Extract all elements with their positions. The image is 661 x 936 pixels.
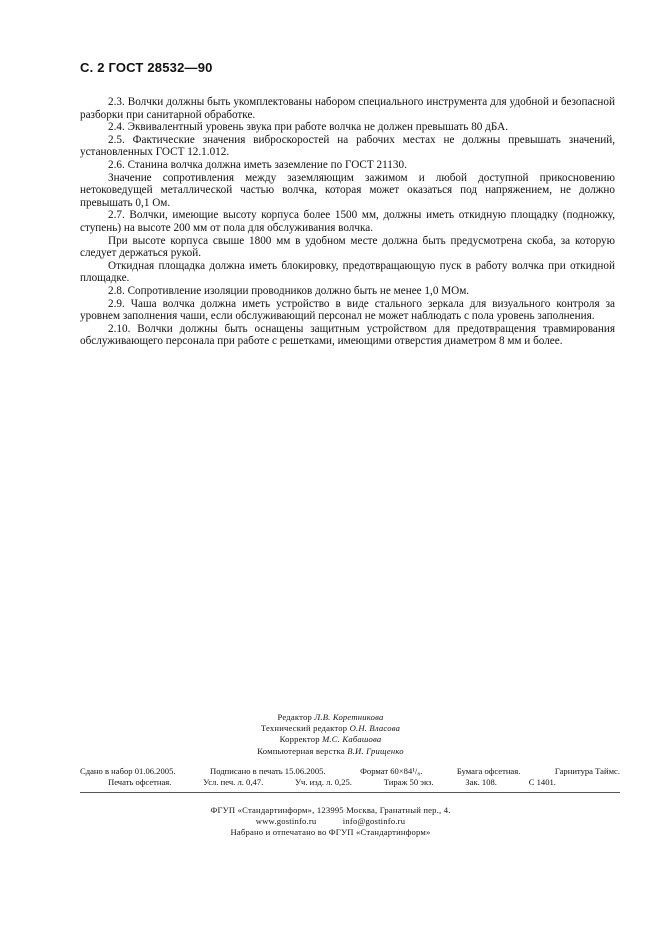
paragraph-2-4: 2.4. Эквивалентный уровень звука при работе волчка не должен превышать 80 дБА. bbox=[108, 121, 509, 134]
print-info-item: С 1401. bbox=[528, 777, 556, 787]
paragraph-2-9: 2.9. Чаша волчка должна иметь устройство в виде стального зеркала для визуального контроля за уровнем заполнения чаши, если обслуживающий персонал не может наблюдать с пола уровень заполнения. bbox=[80, 297, 615, 323]
credit-editor-label: Редактор bbox=[277, 712, 312, 722]
print-info-line-2 bbox=[108, 777, 556, 788]
credit-corrector-label: Корректор bbox=[279, 734, 320, 745]
paragraph-2-7-bracket: При высоте корпуса свыше 1800 мм в удобном месте должна быть предусмотрена скоба, за которую следует держаться рукой. bbox=[80, 234, 615, 260]
print-info-item: Сдано в набор 01.06.2005. bbox=[80, 766, 176, 776]
credit-editor bbox=[0, 712, 661, 723]
credit-layout-name: В.И. Грищенко bbox=[347, 745, 404, 756]
publisher-printed-by: Набрано и отпечатано во ФГУП «Стандартинформ» bbox=[230, 827, 431, 838]
print-info-item: Подписано в печать 15.06.2005. bbox=[210, 766, 326, 776]
paragraph-2-10: 2.10. Волчки должны быть оснащены защитным устройством для предотвращения травмирования обслуживающего персонала при работе с решетками, имеющими отверстия диаметром 8 мм и более. bbox=[80, 322, 615, 348]
credit-tech-editor bbox=[0, 723, 661, 734]
print-info-item: Гарнитура Таймс. bbox=[554, 766, 620, 776]
publisher-email: info@gostinfo.ru bbox=[342, 816, 406, 827]
print-info-item: Бумага офсетная. bbox=[456, 766, 521, 776]
print-info-item: Зак. 108. bbox=[465, 777, 497, 787]
print-info-item: Печать офсетная. bbox=[108, 777, 172, 787]
credit-corrector-name: М.С. Кабашова bbox=[322, 734, 382, 745]
print-info-item: Формат 60×84¹/₈. bbox=[360, 766, 423, 776]
paragraph-2-6-resistance: Значение сопротивления между заземляющим зажимом и любой доступной прикосновению нетоковедущей металлической частью волчка, которая может оказаться под напряжением, не должно превышать 0,1 Ом. bbox=[80, 171, 615, 209]
publisher-contacts bbox=[244, 816, 417, 827]
paragraph-2-3: 2.3. Волчки должны быть укомплектованы набором специального инструмента для удобной и безопасной разборки при санитарной обработке. bbox=[80, 96, 615, 121]
credit-editor-name: Л.В. Коретникова bbox=[314, 712, 384, 722]
paragraph-2-8: 2.8. Сопротивление изоляции проводников должно быть не менее 1,0 МОм. bbox=[108, 284, 470, 297]
credit-tech-editor-name: О.Н. Власова bbox=[349, 723, 401, 734]
publisher-address: ФГУП «Стандартинформ», 123995 Москва, Гранатный пер., 4. bbox=[210, 805, 451, 815]
credit-tech-editor-label: Технический редактор bbox=[260, 723, 348, 734]
credit-layout bbox=[0, 746, 661, 757]
paragraph-2-7-interlock: Откидная площадка должна иметь блокировку, предотвращающую пуск в работу волчка при откидной площадке. bbox=[80, 259, 615, 285]
print-info-line-1 bbox=[80, 766, 620, 777]
divider-line bbox=[80, 792, 620, 793]
credit-corrector bbox=[0, 734, 661, 745]
publisher-website: www.gostinfo.ru bbox=[255, 816, 317, 827]
print-info-item: Тираж 50 экз. bbox=[383, 777, 434, 787]
paragraph-2-5: 2.5. Фактические значения виброскоростей на рабочих местах не должны превышать значений, установленных ГОСТ 12.1.012. bbox=[80, 133, 615, 159]
page-header: С. 2 ГОСТ 28532—90 bbox=[80, 60, 213, 75]
paragraph-2-7: 2.7. Волчки, имеющие высоту корпуса более 1500 мм, должны иметь откидную площадку (подножку, ступень) на высоте 200 мм от пола для обслуживания волчка. bbox=[80, 209, 615, 234]
print-info-item: Усл. печ. л. 0,47. bbox=[203, 777, 264, 787]
publisher-block bbox=[0, 805, 661, 839]
credits-block bbox=[0, 712, 661, 757]
credit-layout-label: Компьютерная верстка bbox=[257, 745, 345, 756]
document-body bbox=[80, 96, 615, 348]
print-info-item: Уч. изд. л. 0,25. bbox=[294, 777, 352, 787]
paragraph-2-6: 2.6. Станина волчка должна иметь заземление по ГОСТ 21130. bbox=[108, 158, 407, 171]
